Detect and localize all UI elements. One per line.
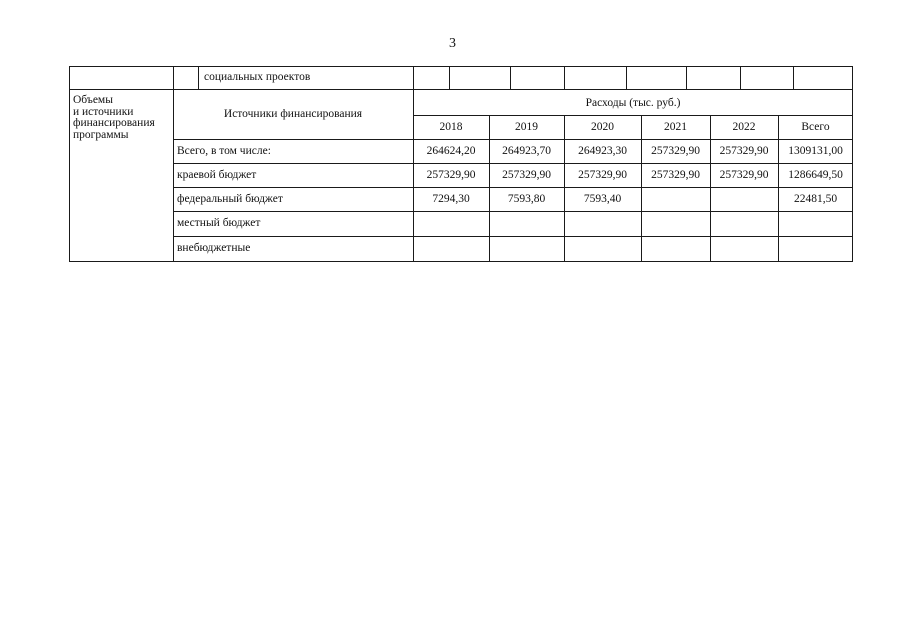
table-cell: 257329,90	[502, 169, 551, 181]
total-cell: 1286649,50	[788, 169, 843, 181]
total-header: Всего	[801, 121, 830, 133]
top-row-label: социальных проектов	[204, 71, 311, 83]
table-cell: 7593,40	[583, 193, 622, 205]
year-header: 2021	[664, 121, 687, 133]
stub-line: финансирования	[73, 117, 155, 129]
table-cell: 257329,90	[651, 145, 700, 157]
year-header: 2018	[439, 121, 463, 133]
row-name: Всего, в том числе:	[177, 145, 271, 157]
row-name: федеральный бюджет	[177, 193, 283, 205]
table-cell: 257329,90	[719, 145, 769, 157]
row-name: краевой бюджет	[177, 169, 257, 181]
total-cell: 1309131,00	[788, 145, 843, 157]
table-cell: 257329,90	[719, 169, 769, 181]
table-cell: 7593,80	[507, 193, 546, 205]
stub-line: программы	[73, 128, 129, 141]
year-header: 2020	[591, 121, 614, 133]
table-cell: 257329,90	[651, 169, 700, 181]
year-header: 2019	[515, 121, 538, 133]
program-stub	[73, 95, 173, 141]
table-cell: 7294,30	[432, 193, 470, 205]
table-cell: 264923,70	[502, 145, 551, 157]
row-name: местный бюджет	[177, 217, 261, 229]
expenses-header: Расходы (тыс. руб.)	[585, 97, 681, 109]
stub-line: и источники	[73, 105, 134, 118]
sources-header: Источники финансирования	[223, 108, 363, 120]
row-name: внебюджетные	[177, 242, 251, 254]
table-cell: 264923,30	[578, 145, 627, 157]
total-cell: 22481,50	[793, 193, 838, 205]
table-cell: 257329,90	[426, 169, 476, 181]
table-cell: 264624,20	[426, 145, 476, 157]
year-header: 2022	[732, 121, 756, 133]
page-number: 3	[449, 36, 456, 51]
stub-line: Объемы	[73, 94, 113, 106]
table-cell: 257329,90	[578, 169, 627, 181]
